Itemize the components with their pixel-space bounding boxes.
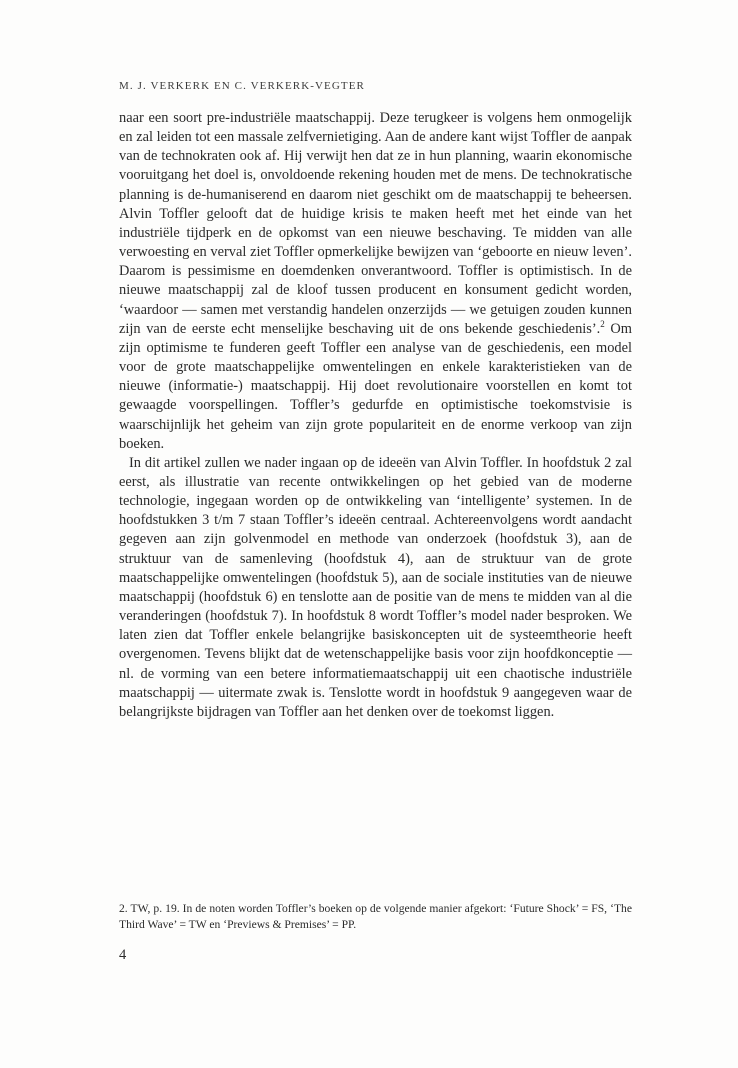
running-head: M. J. VERKERK EN C. VERKERK-VEGTER	[119, 80, 365, 92]
footnote: 2. TW, p. 19. In de noten worden Toffler’s boeken op de volgende manier afgekort: ‘Future Shock’ = FS, ‘The Third Wave’ = TW en ‘Previews & Premises’ = PP.	[119, 902, 632, 931]
paragraph-1	[119, 109, 632, 454]
paragraph-1-text: naar een soort pre-industriële maatschappij. Deze terugkeer is volgens hem onmogelijk en zal leiden tot een massale zelfvernietiging. Aan de andere kant wijst Toffler de aanpak van de technokraten ook af. Hij verwijt hen dat ze in hun planning, waarin ekonomische vooruitgang het doel is, onvoldoende rekening houden met de mens. De technokratische planning is de-humaniserend en daarom niet geschikt om de maatschappij te beheersen. Alvin Toffler gelooft dat de huidige krisis te maken heeft met het einde van het industriële tijdperk en de opkomst van een nieuwe beschaving. Te midden van alle verwoesting en verval ziet Toffler opmerkelijke bewijzen van ‘geboorte en nieuw leven’. Daarom is pessimisme en doemdenken onverantwoord. Toffler is optimistisch. In de nieuwe maatschappij zal de kloof tussen producent en konsument gedicht worden, ‘waardoor — samen met verstandig handelen onzerzijds — we getuigen zouden kunnen zijn van de eerste echt menselijke beschaving uit de ons bekende geschiedenis’.	[119, 110, 632, 337]
paragraph-2: In dit artikel zullen we nader ingaan op de ideeën van Alvin Toffler. In hoofdstuk 2 zal eerst, als illustratie van recente ontwikkelingen op het gebied van de moderne technologie, ingegaan worden op de ontwikkeling van ‘intelligente’ systemen. In de hoofdstukken 3 t/m 7 staan Toffler’s ideeën centraal. Achtereenvolgens wordt aandacht gegeven aan zijn golvenmodel en methode van onderzoek (hoofdstuk 3), aan de struktuur van de samenleving (hoofdstuk 4), aan de struktuur van de grote maatschappelijke omwentelingen (hoofdstuk 5), aan de sociale instituties van de nieuwe maatschappij (hoofdstuk 6) en tenslotte aan de positie van de mens te midden van al die veranderingen (hoofdstuk 7). In hoofdstuk 8 wordt Toffler’s model nader besproken. We laten zien dat Toffler enkele belangrijke basiskoncepten uit de systeemtheorie heeft overgenomen. Tevens blijkt dat de wetenschappelijke basis voor zijn hoofdkonceptie — nl. de vorming van een betere informatiemaatschappij uit een chaotische industriële maatschappij — uitermate zwak is. Tenslotte wordt in hoofdstuk 9 aangegeven waar de belangrijkste bijdragen van Toffler aan het denken over de toekomst liggen.	[119, 454, 632, 720]
paragraph-1-continued: Om zijn optimisme te funderen geeft Toffler een analyse van de geschiedenis, een model voor de grote maatschappelijke omwentelingen en enkele karakteristieken van de nieuwe (informatie-) maatschappij. Hij doet revolutionaire voorstellen en komt tot gewaagde voorspellingen. Toffler’s gedurfde en optimistische toekomstvisie is waarschijnlijk het geheim van zijn grote populariteit en de enorme verkoop van zijn boeken.	[119, 320, 632, 452]
footnote-reference[interactable]: 2	[600, 318, 605, 329]
body-text	[119, 109, 632, 722]
page-number: 4	[119, 947, 127, 963]
